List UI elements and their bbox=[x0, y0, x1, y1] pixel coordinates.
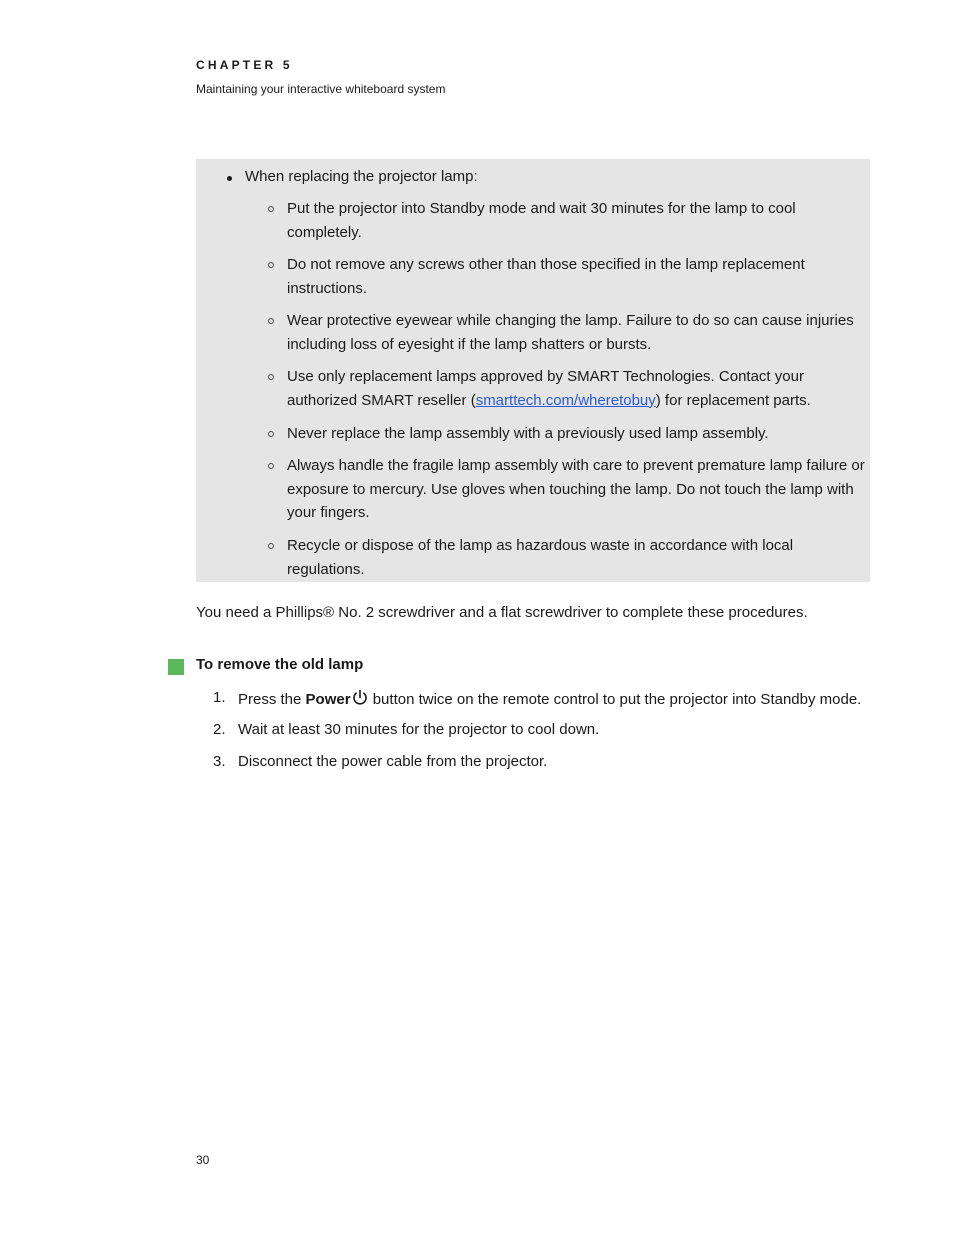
reseller-text: Use only replacement lamps approved by SMART Technologies. Contact your authorized SMART reseller ( bbox=[287, 368, 804, 409]
sub-bullet-icon bbox=[268, 318, 274, 324]
warning-item-text: Put the projector into Standby mode and wait 30 minutes for the lamp to cool completely. bbox=[287, 200, 796, 241]
sub-bullet-icon bbox=[268, 431, 274, 437]
sub-bullet-icon bbox=[268, 543, 274, 549]
step-text-before: Press the bbox=[238, 691, 306, 708]
power-label: Power bbox=[305, 691, 351, 708]
step-text-after: button twice on the remote control to put the projector into Standby mode. bbox=[368, 691, 862, 708]
chapter-label: CHAPTER 5 bbox=[196, 58, 293, 72]
warning-box bbox=[196, 159, 870, 582]
step-text: Disconnect the power cable from the projector. bbox=[238, 753, 548, 770]
step-number: 3. bbox=[213, 753, 226, 770]
warning-item-text bbox=[287, 365, 867, 412]
tools-note: You need a Phillips® No. 2 screwdriver and a flat screwdriver to complete these procedures. bbox=[196, 604, 808, 621]
step-text bbox=[238, 689, 861, 708]
sub-bullet-icon bbox=[268, 206, 274, 212]
step-number: 2. bbox=[213, 721, 226, 738]
step-text: Wait at least 30 minutes for the projector to cool down. bbox=[238, 721, 600, 738]
reseller-text-end: ) for replacement parts. bbox=[655, 391, 811, 409]
warning-item-text: Recycle or dispose of the lamp as hazardous waste in accordance with local regulations. bbox=[287, 537, 794, 578]
sub-bullet-icon bbox=[268, 463, 274, 469]
sub-bullet-icon bbox=[268, 374, 274, 380]
warning-intro-text: When replacing the projector lamp: bbox=[245, 168, 478, 185]
wheretobuy-link[interactable]: smarttech.com/wheretobuy bbox=[475, 391, 656, 409]
step-number: 1. bbox=[213, 689, 226, 706]
procedure-marker-icon bbox=[168, 659, 184, 675]
chapter-title: Maintaining your interactive whiteboard system bbox=[196, 82, 446, 96]
warning-item-text: Do not remove any screws other than those specified in the lamp replacement instructions. bbox=[287, 256, 805, 297]
sub-bullet-icon bbox=[268, 262, 274, 268]
bullet-icon bbox=[227, 176, 232, 181]
warning-item-text: Never replace the lamp assembly with a previously used lamp assembly. bbox=[287, 425, 769, 442]
warning-item-text: Wear protective eyewear while changing the lamp. Failure to do so can cause injuries including loss of eyesight if the lamp shatters or bursts. bbox=[287, 312, 854, 353]
warning-item-text: Always handle the fragile lamp assembly with care to prevent premature lamp failure or exposure to mercury. Use gloves when touching the lamp. Do not touch the lamp with your fingers. bbox=[287, 457, 865, 521]
page-number: 30 bbox=[196, 1153, 210, 1167]
power-icon bbox=[352, 689, 368, 706]
procedure-title: To remove the old lamp bbox=[196, 656, 364, 673]
